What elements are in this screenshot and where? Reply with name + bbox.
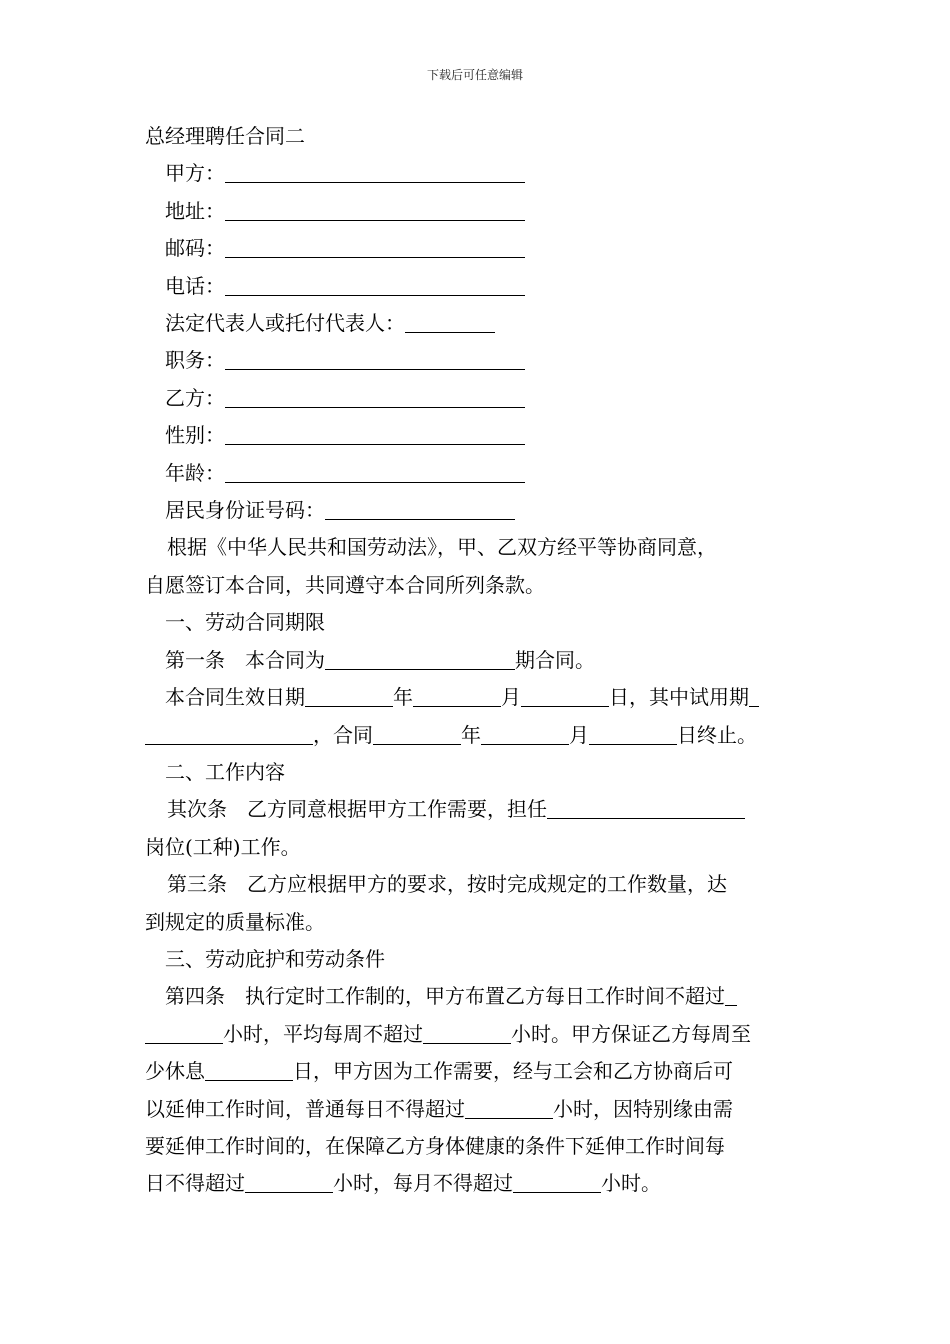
fill-blank bbox=[405, 310, 495, 333]
field-gender bbox=[145, 417, 810, 454]
article-text: 日，甲方因为工作需要，经与工会和乙方协商后可 bbox=[293, 1059, 733, 1084]
article-text: 期合同。 bbox=[515, 647, 595, 672]
fill-blank bbox=[225, 422, 525, 445]
article-2-line-2: 岗位(工种)工作。 bbox=[145, 834, 301, 859]
contract-title: 总经理聘任合同二 bbox=[145, 124, 305, 148]
article-text: 日，其中试用期 bbox=[609, 685, 749, 710]
article-text: 日终止。 bbox=[677, 722, 757, 747]
field-position bbox=[145, 342, 810, 379]
article-3-line-2: 到规定的质量标准。 bbox=[145, 909, 325, 934]
fill-blank bbox=[245, 1170, 333, 1193]
field-age bbox=[145, 455, 810, 492]
section-heading-3: 三、劳动庇护和劳动条件 bbox=[165, 946, 385, 971]
fill-blank bbox=[749, 684, 759, 707]
article-text: 以延伸工作时间，普通每日不得超过 bbox=[145, 1096, 465, 1121]
article-text: 年 bbox=[393, 685, 413, 710]
article-2-line-1 bbox=[145, 791, 810, 828]
field-label: 电话： bbox=[165, 273, 225, 298]
intro-line-1: 根据《中华人民共和国劳动法》，甲、乙双方经平等协商同意， bbox=[167, 535, 717, 560]
fill-blank bbox=[225, 347, 525, 370]
fill-blank bbox=[725, 983, 737, 1006]
contract-body bbox=[145, 118, 810, 1203]
field-party-a bbox=[145, 155, 810, 192]
fill-blank bbox=[145, 1021, 223, 1044]
fill-blank bbox=[145, 722, 313, 745]
article-text: 年 bbox=[461, 722, 481, 747]
article-text: 第一条 本合同为 bbox=[165, 647, 325, 672]
effective-date-line-2 bbox=[145, 717, 810, 754]
article-text: 本合同生效日期 bbox=[165, 685, 305, 710]
fill-blank bbox=[589, 722, 677, 745]
fill-blank bbox=[521, 684, 609, 707]
field-label: 年龄： bbox=[165, 460, 225, 485]
fill-blank bbox=[325, 497, 515, 520]
field-postcode bbox=[145, 230, 810, 267]
article-1 bbox=[145, 642, 810, 679]
article-text: 小时，平均每周不超过 bbox=[223, 1021, 423, 1046]
field-label: 职务： bbox=[165, 348, 225, 373]
article-text: 第四条 执行定时工作制的，甲方布置乙方每日工作时间不超过 bbox=[165, 984, 725, 1009]
fill-blank bbox=[513, 1170, 601, 1193]
article-text: 其次条 乙方同意根据甲方工作需要，担任 bbox=[167, 797, 547, 822]
fill-blank bbox=[413, 684, 501, 707]
intro-line-2: 自愿签订本合同，共同遵守本合同所列条款。 bbox=[145, 572, 545, 597]
article-text: 月 bbox=[569, 722, 589, 747]
fill-blank bbox=[225, 198, 525, 221]
field-label: 甲方： bbox=[165, 161, 225, 186]
article-text: 月 bbox=[501, 685, 521, 710]
article-text: 小时。 bbox=[601, 1171, 661, 1196]
fill-blank bbox=[225, 273, 525, 296]
article-text: 小时，每月不得超过 bbox=[333, 1171, 513, 1196]
article-text: ，合同 bbox=[313, 722, 373, 747]
article-text: 小时，因特别缘由需 bbox=[553, 1096, 733, 1121]
fill-blank bbox=[373, 722, 461, 745]
fill-blank bbox=[305, 684, 393, 707]
fill-blank bbox=[423, 1021, 511, 1044]
fill-blank bbox=[225, 460, 525, 483]
fill-blank bbox=[225, 235, 525, 258]
field-label: 邮码： bbox=[165, 236, 225, 261]
header-note: 下载后可任意编辑 bbox=[426, 68, 523, 82]
article-4-line-1 bbox=[145, 978, 810, 1015]
fill-blank bbox=[205, 1058, 293, 1081]
field-id-number bbox=[145, 492, 810, 529]
article-4-line-3 bbox=[145, 1053, 810, 1090]
section-heading-1: 一、劳动合同期限 bbox=[165, 610, 325, 635]
article-4-line-4 bbox=[145, 1091, 810, 1128]
effective-date-line-1 bbox=[145, 679, 810, 716]
article-text: 少休息 bbox=[145, 1059, 205, 1084]
field-address bbox=[145, 193, 810, 230]
field-label: 性别： bbox=[165, 423, 225, 448]
article-text: 日不得超过 bbox=[145, 1171, 245, 1196]
article-4-line-6 bbox=[145, 1165, 810, 1202]
field-label: 地址： bbox=[165, 198, 225, 223]
fill-blank bbox=[547, 796, 745, 819]
fill-blank bbox=[465, 1096, 553, 1119]
fill-blank bbox=[481, 722, 569, 745]
field-label: 乙方： bbox=[165, 385, 225, 410]
article-4-line-2 bbox=[145, 1016, 810, 1053]
section-heading-2: 二、工作内容 bbox=[165, 759, 285, 784]
article-text: 小时。甲方保证乙方每周至 bbox=[511, 1021, 751, 1046]
fill-blank bbox=[225, 160, 525, 183]
field-label: 居民身份证号码： bbox=[165, 498, 325, 523]
article-3-line-1: 第三条 乙方应根据甲方的要求，按时完成规定的工作数量，达 bbox=[167, 872, 727, 897]
field-party-b bbox=[145, 380, 810, 417]
fill-blank bbox=[325, 647, 515, 670]
article-4-line-5: 要延伸工作时间的，在保障乙方身体健康的条件下延伸工作时间每 bbox=[145, 1133, 725, 1158]
field-label: 法定代表人或托付代表人： bbox=[165, 311, 405, 336]
field-phone bbox=[145, 268, 810, 305]
fill-blank bbox=[225, 385, 525, 408]
field-legal-representative bbox=[145, 305, 810, 342]
